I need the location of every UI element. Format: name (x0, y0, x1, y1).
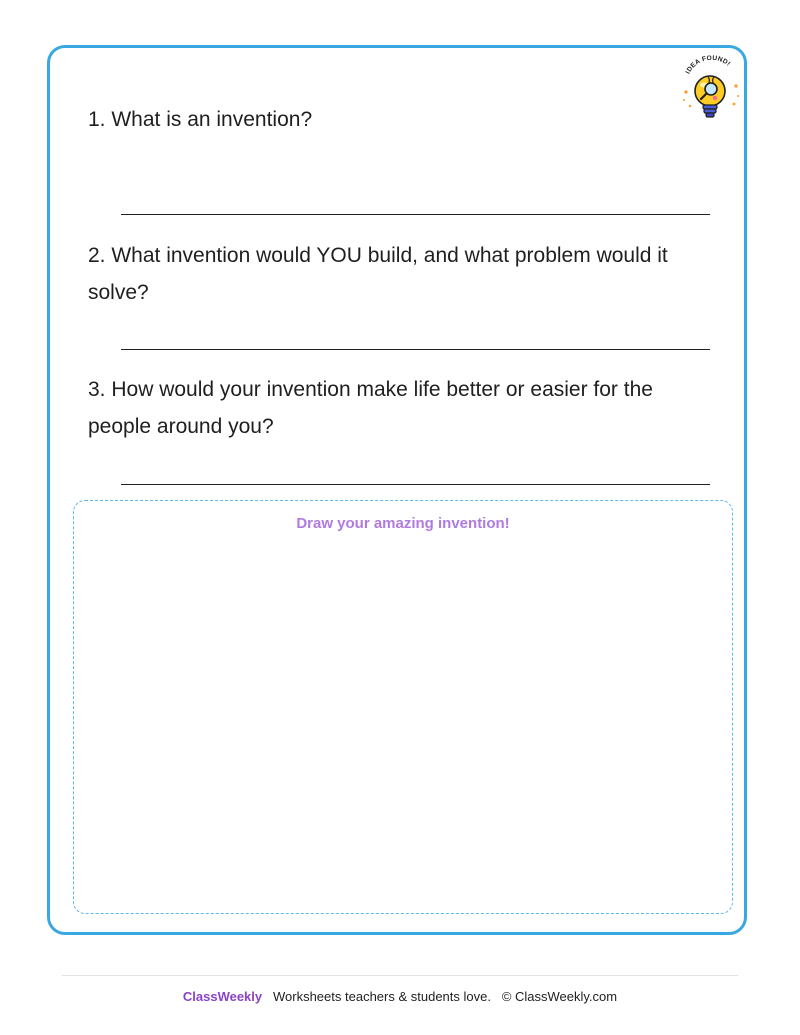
question-3: 3. How would your invention make life better or easier for the people around you? (88, 378, 653, 438)
question-2: 2. What invention would YOU build, and what problem would it solve? (88, 244, 668, 304)
answer-line-1[interactable] (121, 214, 710, 215)
worksheet-card (47, 45, 747, 935)
drawing-area-title: Draw your amazing invention! (296, 515, 510, 532)
footer-divider (62, 975, 738, 976)
footer-copyright: © ClassWeekly.com (501, 989, 618, 1004)
page-footer (0, 989, 800, 1004)
badge-text: IDEA FOUND! (684, 54, 732, 76)
footer-tagline: Worksheets teachers & students love. (272, 989, 491, 1004)
answer-line-3[interactable] (121, 484, 710, 485)
lightbulb-magnifier-icon (695, 76, 725, 117)
answer-line-2[interactable] (121, 349, 710, 350)
drawing-area[interactable] (73, 500, 733, 914)
footer-brand: ClassWeekly (182, 989, 263, 1004)
question-1: 1. What is an invention? (88, 108, 313, 131)
